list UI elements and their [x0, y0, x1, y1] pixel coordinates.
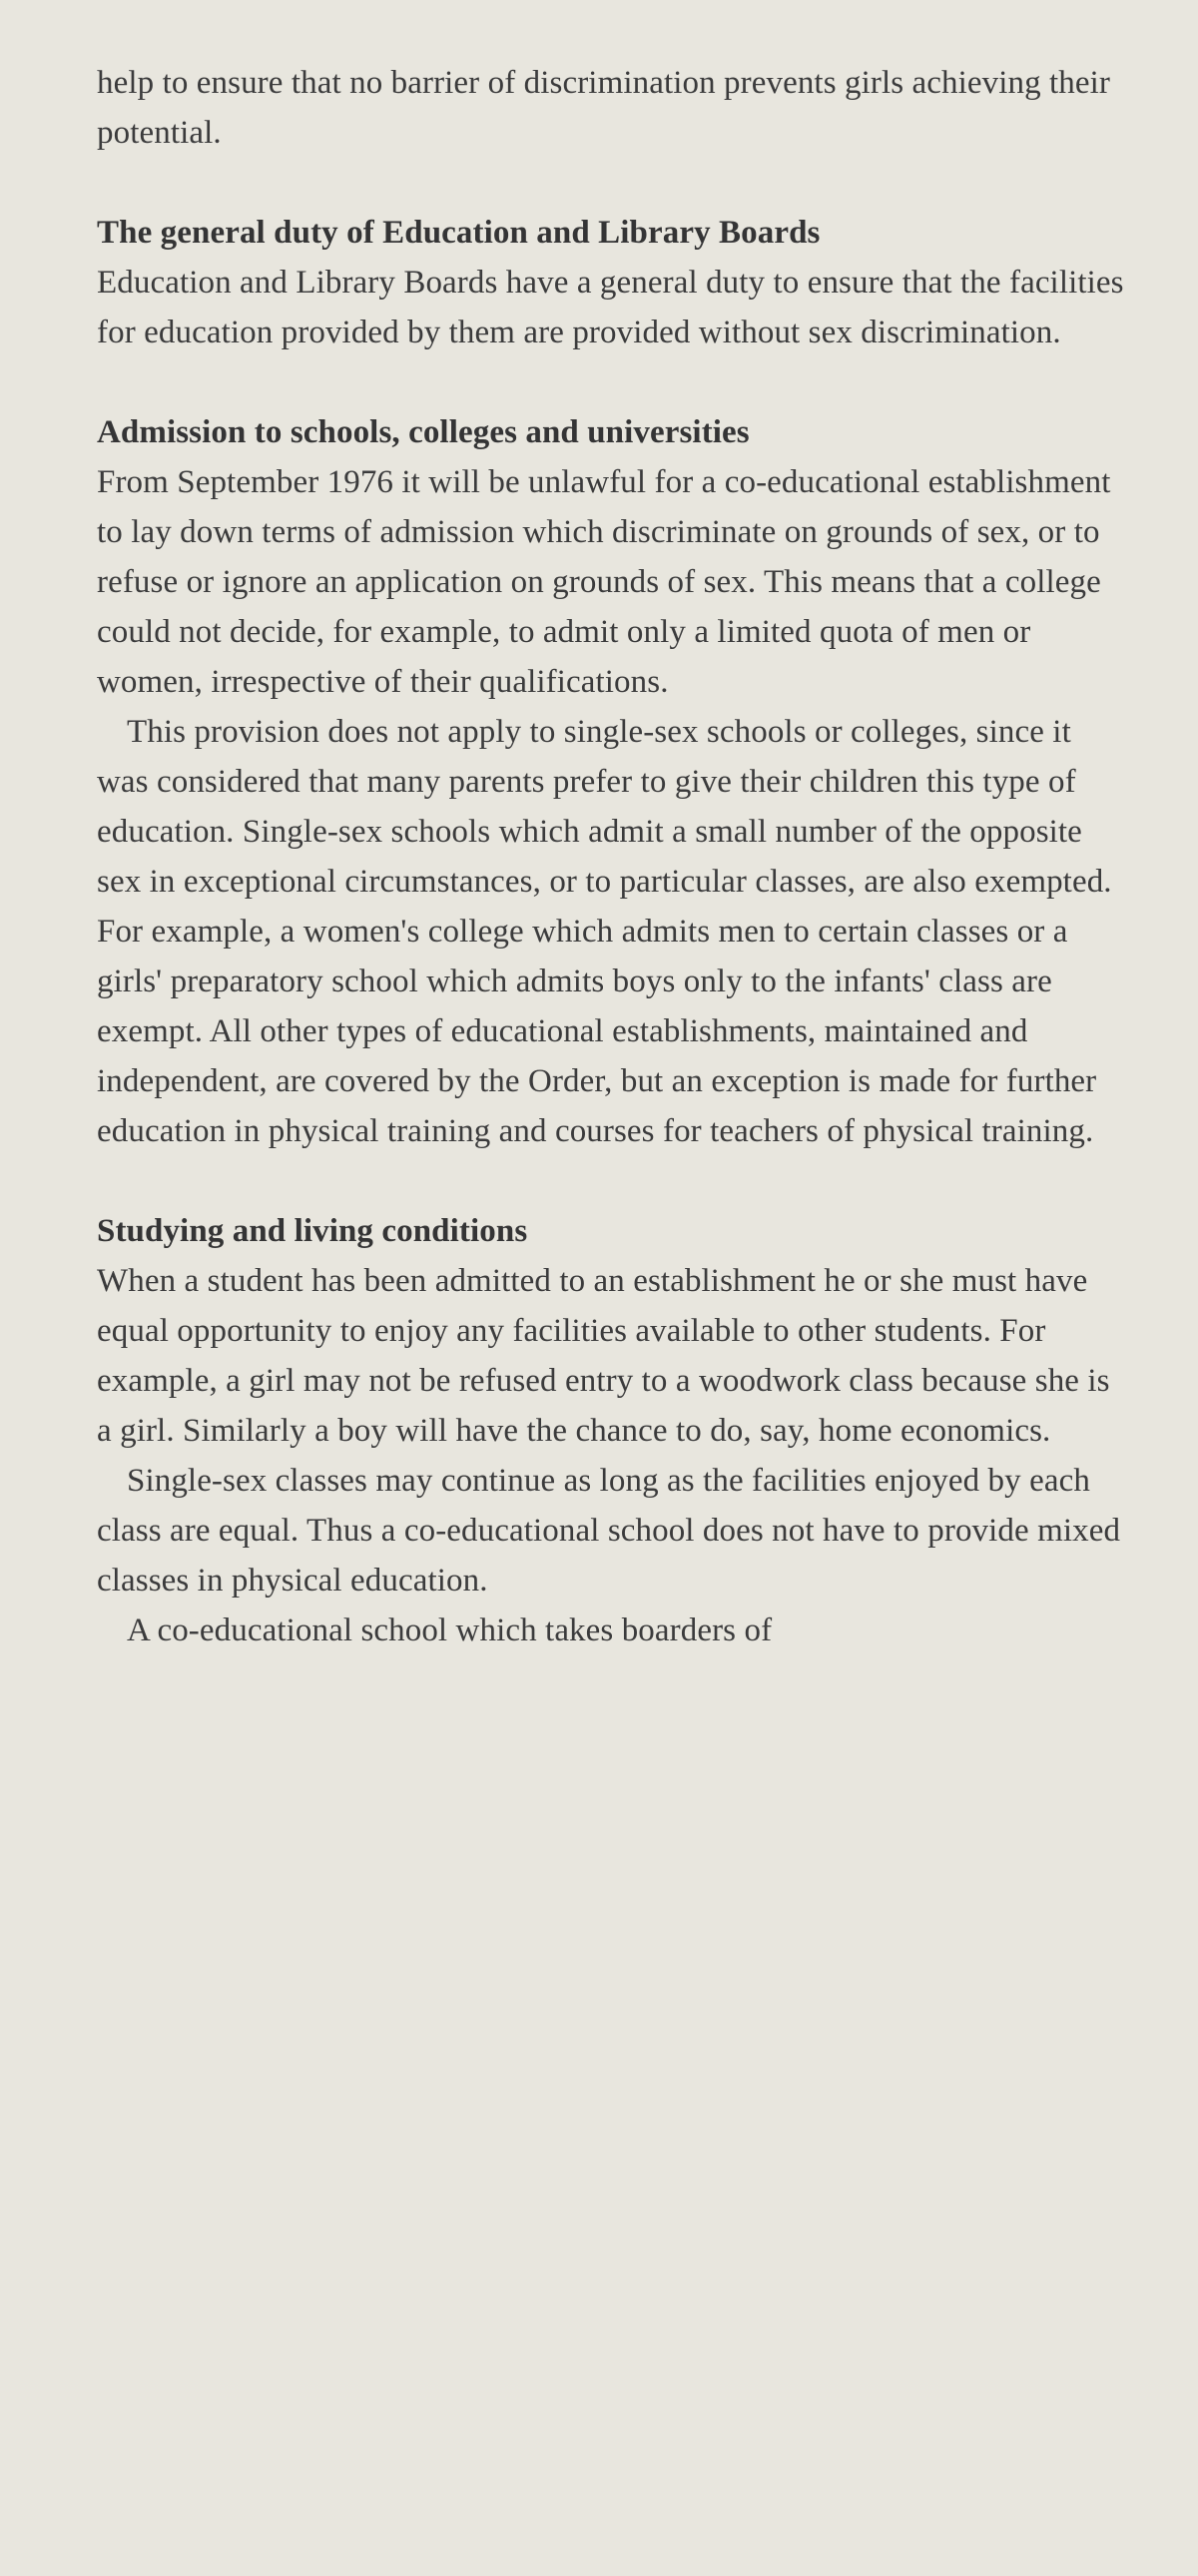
- section-admission: [97, 407, 1128, 1156]
- body-paragraph: From September 1976 it will be unlawful for a co-educational establishment to lay down terms of admission which discriminate on grounds of sex, or to refuse or ignore an application on grounds of sex. This means that a college could not decide, for example, to admit only a limited quota of men or women, irrespective of their qualifications.: [97, 464, 1111, 700]
- section-heading: The general duty of Education and Library Boards: [97, 215, 821, 251]
- body-paragraph: This provision does not apply to single-sex schools or colleges, since it was considered that many parents prefer to give their children this type of education. Single-sex schools which admit a small number of the opposite sex in exceptional circumstances, or to particular classes, are also exempted. For example, a women's college which admits men to certain classes or a girls' preparatory school which admits boys only to the infants' class are exempt. All other types of educational establishments, maintained and independent, are covered by the Order, but an exception is made for further education in physical training and courses for teachers of physical training.: [97, 714, 1112, 1149]
- body-paragraph: Single-sex classes may continue as long as the facilities enjoyed by each class are equal. Thus a co-educational school does not have to provide mixed classes in physical education.: [97, 1463, 1121, 1599]
- intro-paragraph: help to ensure that no barrier of discrimination prevents girls achieving their potential.: [97, 65, 1111, 151]
- body-paragraph: When a student has been admitted to an establishment he or she must have equal opportunity to enjoy any facilities available to other students. For example, a girl may not be refused entry to a woodwork class because she is a girl. Similarly a boy will have the chance to do, say, home economics.: [97, 1263, 1110, 1449]
- section-heading: Studying and living conditions: [97, 1213, 528, 1249]
- section-heading: Admission to schools, colleges and universities: [97, 414, 750, 450]
- body-paragraph: Education and Library Boards have a general duty to ensure that the facilities for education provided by them are provided without sex discrimination.: [97, 265, 1124, 350]
- section-studying-living: [97, 1206, 1128, 1655]
- body-paragraph: A co-educational school which takes boarders of: [127, 1612, 773, 1648]
- section-general-duty: [97, 208, 1128, 357]
